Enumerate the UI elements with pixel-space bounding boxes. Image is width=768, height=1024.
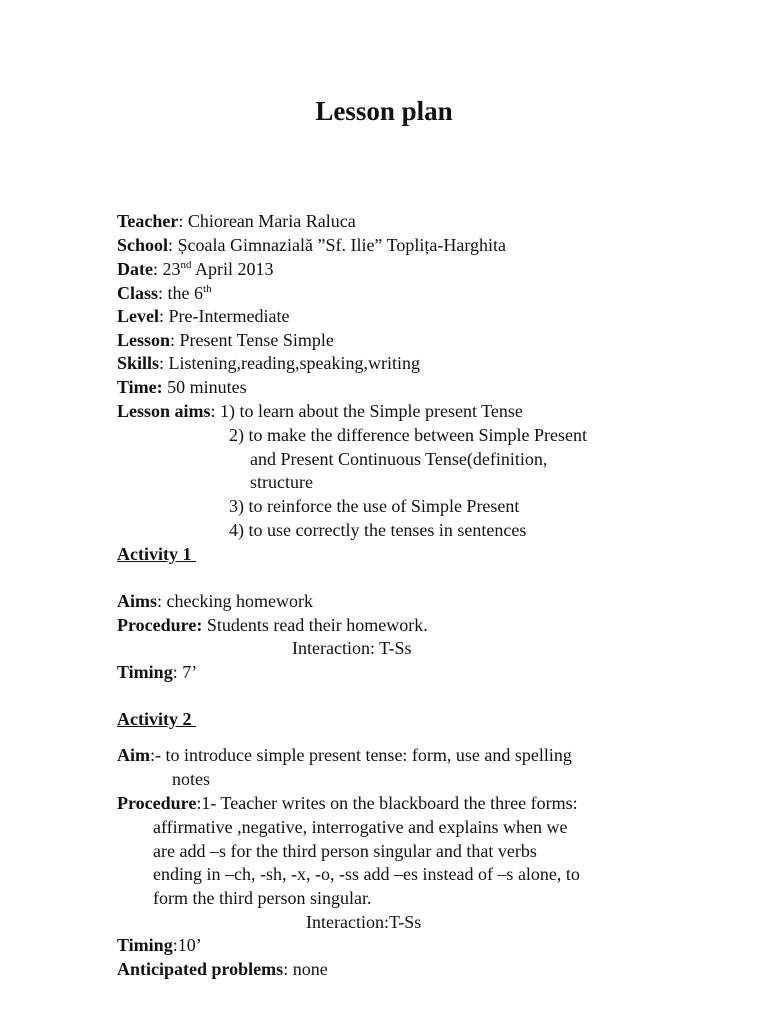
lesson-aim-1: : 1) to learn about the Simple present Tense xyxy=(210,401,523,421)
skills-value: : Listening,reading,speaking,writing xyxy=(159,353,420,373)
teacher-line xyxy=(117,209,356,233)
school-line xyxy=(117,233,506,257)
lesson-aim-2-cont: and Present Continuous Tense(definition, xyxy=(250,449,548,469)
activity-2-aim-cont: notes xyxy=(172,769,210,789)
activity-1-aims-value: : checking homework xyxy=(157,591,313,611)
activity-2-procedure-line-2: affirmative ,negative, interrogative and explains when we xyxy=(153,817,568,837)
level-label: Level xyxy=(117,306,159,326)
activity-2-procedure-label: Procedure xyxy=(117,793,197,813)
class-line xyxy=(117,281,212,305)
date-line xyxy=(117,257,274,281)
activity-2-interaction: Interaction:T-Ss xyxy=(306,912,422,932)
lesson-aim-4: 4) to use correctly the tenses in sentences xyxy=(229,520,527,540)
activity-2-procedure-line-1: :1- Teacher writes on the blackboard the three forms: xyxy=(196,793,578,813)
activity-2-timing-line xyxy=(117,933,202,957)
heading-underline-pad xyxy=(191,542,221,566)
time-value: 50 minutes xyxy=(162,377,247,397)
activity-1-timing-label: Timing xyxy=(117,662,173,682)
level-line xyxy=(117,304,289,328)
lesson-aims-label: Lesson aims xyxy=(117,401,211,421)
activity-1-interaction: Interaction: T-Ss xyxy=(292,638,412,658)
skills-line xyxy=(117,351,420,375)
school-label: School xyxy=(117,235,169,255)
activity-2-procedure-line xyxy=(117,791,578,815)
activity-2-procedure-line-5: form the third person singular. xyxy=(153,888,372,908)
lesson-value: : Present Tense Simple xyxy=(170,330,334,350)
skills-label: Skills xyxy=(117,353,160,373)
lesson-aims-line xyxy=(117,399,523,423)
activity-2-title: Activity 2 xyxy=(117,709,192,729)
activity-2-aim-value: :- to introduce simple present tense: form, use and spelling xyxy=(150,745,572,765)
activity-2-timing-label: Timing xyxy=(117,935,173,955)
anticipated-problems-label: Anticipated problems xyxy=(117,959,284,979)
activity-2-heading xyxy=(117,707,221,731)
activity-1-title: Activity 1 xyxy=(117,544,192,564)
lesson-line xyxy=(117,328,334,352)
school-value: : Școala Gimnazială ”Sf. Ilie” Toplița-Harghita xyxy=(168,235,506,255)
date-suffix: April 2013 xyxy=(191,259,274,279)
date-prefix: : 23 xyxy=(152,259,181,279)
anticipated-problems-value: : none xyxy=(283,959,328,979)
activity-2-aim-line xyxy=(117,743,572,767)
date-superscript: nd xyxy=(180,259,192,271)
activity-1-procedure-line xyxy=(117,613,428,637)
activity-1-aims-line xyxy=(117,589,313,613)
level-value: : Pre-Intermediate xyxy=(159,306,290,326)
class-label: Class xyxy=(117,283,159,303)
date-label: Date xyxy=(117,259,153,279)
lesson-label: Lesson xyxy=(117,330,171,350)
teacher-label: Teacher xyxy=(117,211,179,231)
activity-1-timing-value: : 7’ xyxy=(172,662,198,682)
class-superscript: th xyxy=(203,283,212,295)
activity-2-aim-label: Aim xyxy=(117,745,150,765)
activity-2-procedure-line-3: are add –s for the third person singular and that verbs xyxy=(153,841,537,861)
activity-1-procedure-value: Students read their homework. xyxy=(202,615,428,635)
lesson-aim-2: 2) to make the difference between Simple Present xyxy=(229,425,588,445)
activity-2-procedure-line-4: ending in –ch, -sh, -x, -o, -ss add –es instead of –s alone, to xyxy=(153,864,580,884)
document-title: Lesson plan xyxy=(315,96,453,126)
lesson-aim-3: 3) to reinforce the use of Simple Present xyxy=(229,496,520,516)
activity-1-aims-label: Aims xyxy=(117,591,157,611)
activity-2-timing-value: :10’ xyxy=(172,935,202,955)
class-prefix: : the 6 xyxy=(158,283,204,303)
time-line xyxy=(117,375,247,399)
anticipated-problems-line xyxy=(117,957,328,981)
time-label: Time: xyxy=(117,377,163,397)
teacher-value: : Chiorean Maria Raluca xyxy=(178,211,356,231)
activity-1-heading xyxy=(117,542,221,566)
activity-1-timing-line xyxy=(117,660,197,684)
activity-1-procedure-label: Procedure: xyxy=(117,615,203,635)
heading-underline-pad xyxy=(191,707,221,731)
lesson-aim-2-cont-2: structure xyxy=(250,472,313,492)
